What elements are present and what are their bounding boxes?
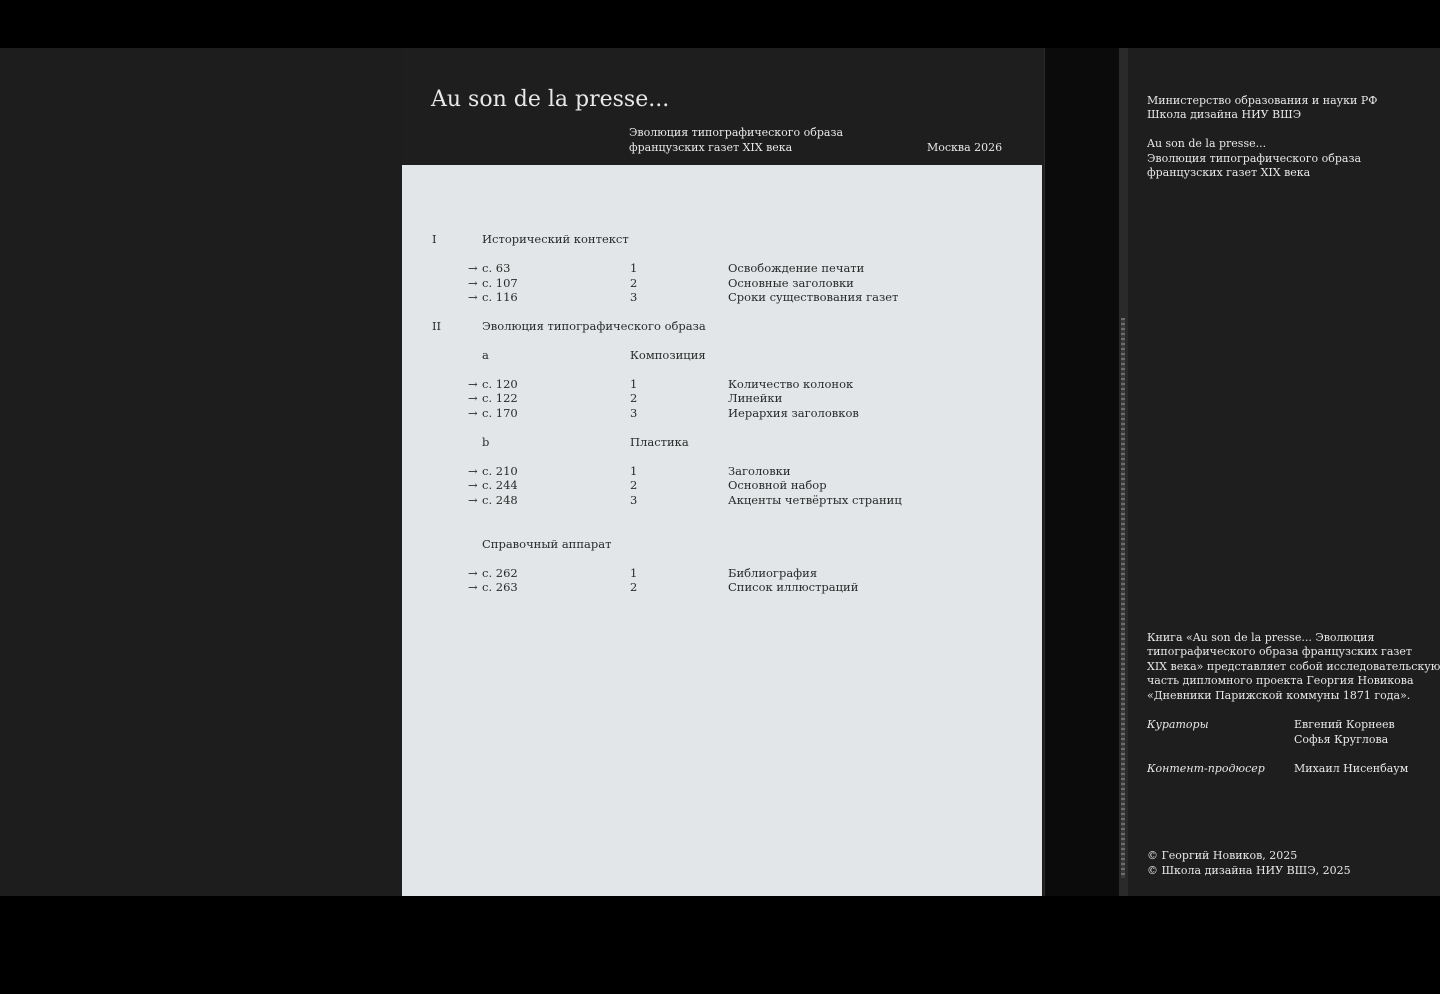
- toc-label: Основной набор: [728, 478, 827, 492]
- description-line: XIX века» представляет собой исследовательскую: [1147, 660, 1440, 673]
- toc-num: 1: [630, 464, 638, 478]
- curator-name: Софья Круглова: [1294, 733, 1389, 746]
- subsection-a-title: Композиция: [630, 348, 706, 362]
- section-2-title: Эволюция типографического образа: [482, 319, 706, 333]
- toc-page: с. 244: [482, 478, 518, 492]
- toc-label: Список иллюстраций: [728, 580, 859, 594]
- arrow-icon: →: [468, 464, 478, 478]
- toc-num: 1: [630, 566, 638, 580]
- left-cover-flap: [0, 48, 402, 896]
- place-year: Москва 2026: [927, 141, 1003, 154]
- arrow-icon: →: [468, 276, 478, 290]
- subtitle-line-1: Эволюция типографического образа: [629, 126, 844, 139]
- contents-paper: [402, 165, 1042, 896]
- producer-label: Контент-продюсер: [1147, 762, 1265, 775]
- arrow-icon: →: [468, 290, 478, 304]
- subsection-b-title: Пластика: [630, 435, 689, 449]
- toc-label: Заголовки: [728, 464, 791, 478]
- curator-name: Евгений Корнеев: [1294, 718, 1395, 731]
- toc-num: 2: [630, 391, 638, 405]
- page-gap: [1045, 48, 1119, 896]
- toc-num: 3: [630, 290, 638, 304]
- section-1-numeral: I: [432, 232, 437, 246]
- subsection-b-letter: b: [482, 435, 490, 449]
- section-1-title: Исторический контекст: [482, 232, 629, 246]
- org-line-1: Министерство образования и науки РФ: [1147, 94, 1378, 107]
- arrow-icon: →: [468, 478, 478, 492]
- section-2-numeral: II: [432, 319, 442, 333]
- imprint-page: [1119, 48, 1440, 896]
- toc-num: 2: [630, 478, 638, 492]
- toc-page: с. 170: [482, 406, 518, 420]
- imprint-title-line-1: Au son de la presse...: [1147, 137, 1267, 150]
- book-title: Au son de la presse...: [431, 87, 670, 112]
- toc-num: 3: [630, 493, 638, 507]
- arrow-icon: →: [468, 580, 478, 594]
- toc-label: Акценты четвёртых страниц: [728, 493, 902, 507]
- toc-label: Иерархия заголовков: [728, 406, 859, 420]
- imprint-title-line-3: французских газет XIX века: [1147, 166, 1311, 179]
- arrow-icon: →: [468, 391, 478, 405]
- curators-label: Кураторы: [1147, 718, 1209, 731]
- toc-num: 2: [630, 276, 638, 290]
- section-3-title: Справочный аппарат: [482, 537, 612, 551]
- description-line: типографического образа французских газет: [1147, 645, 1412, 658]
- description-line: Книга «Au son de la presse... Эволюция: [1147, 631, 1375, 644]
- toc-label: Основные заголовки: [728, 276, 854, 290]
- subtitle-line-2: французских газет XIX века: [629, 141, 793, 154]
- toc-page: с. 248: [482, 493, 518, 507]
- toc-num: 1: [630, 261, 638, 275]
- toc-label: Линейки: [728, 391, 783, 405]
- arrow-icon: →: [468, 261, 478, 275]
- arrow-icon: →: [468, 493, 478, 507]
- toc-page: с. 263: [482, 580, 518, 594]
- contents-page: [402, 48, 1045, 896]
- copyright-line: © Георгий Новиков, 2025: [1147, 849, 1298, 862]
- description-line: «Дневники Парижской коммуны 1871 года».: [1147, 689, 1411, 702]
- subsection-a-letter: a: [482, 348, 489, 362]
- contents-header: [402, 48, 1044, 165]
- arrow-icon: →: [468, 406, 478, 420]
- toc-page: с. 262: [482, 566, 518, 580]
- page-spine: [1119, 48, 1128, 896]
- producer-name: Михаил Нисенбаум: [1294, 762, 1409, 775]
- toc-label: Сроки существования газет: [728, 290, 899, 304]
- imprint-title-line-2: Эволюция типографического образа: [1147, 152, 1362, 165]
- description-line: часть дипломного проекта Георгия Новикова: [1147, 674, 1414, 687]
- toc-page: с. 122: [482, 391, 518, 405]
- arrow-icon: →: [468, 377, 478, 391]
- copyright-line: © Школа дизайна НИУ ВШЭ, 2025: [1147, 864, 1351, 877]
- toc-page: с. 107: [482, 276, 518, 290]
- toc-page: с. 63: [482, 261, 511, 275]
- toc-label: Количество колонок: [728, 377, 854, 391]
- arrow-icon: →: [468, 566, 478, 580]
- toc-label: Библиография: [728, 566, 818, 580]
- toc-num: 1: [630, 377, 638, 391]
- toc-label: Освобождение печати: [728, 261, 865, 275]
- toc-page: с. 120: [482, 377, 518, 391]
- toc-num: 3: [630, 406, 638, 420]
- org-line-2: Школа дизайна НИУ ВШЭ: [1147, 108, 1302, 121]
- toc-page: с. 116: [482, 290, 518, 304]
- toc-page: с. 210: [482, 464, 518, 478]
- toc-num: 2: [630, 580, 638, 594]
